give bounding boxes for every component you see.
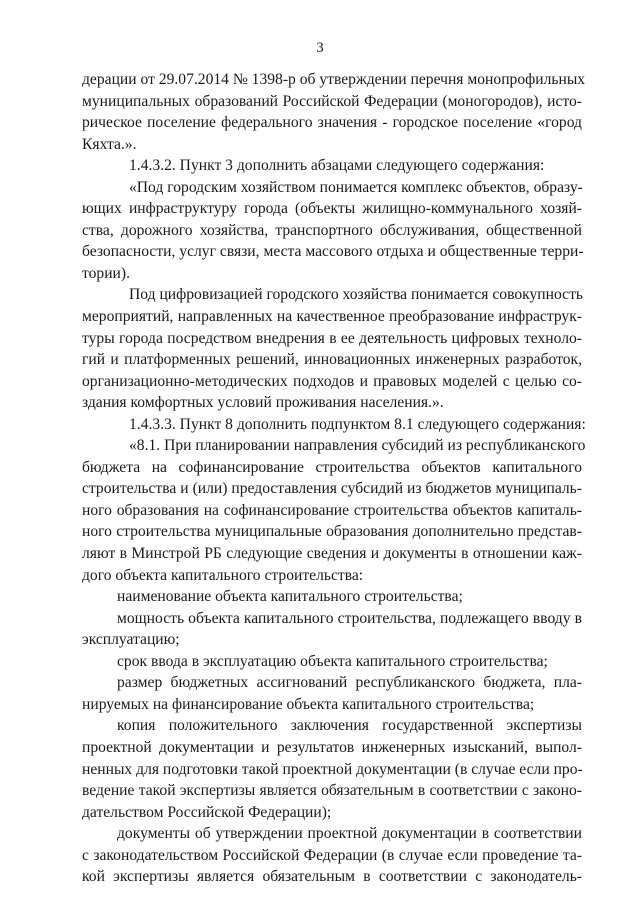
text-line: мероприятий, направленных на качественное преобразование инфраструк- bbox=[82, 308, 582, 326]
text-line: «Под городским хозяйством понимается комплекс объектов, образу- bbox=[129, 178, 583, 196]
text-line: 1.4.3.2. Пункт 3 дополнить абзацами следующего содержания: bbox=[129, 157, 545, 175]
text-line: тории). bbox=[82, 264, 130, 282]
text-line: Под цифровизацией городского хозяйства понимается совокупность bbox=[129, 286, 584, 304]
page-number: 3 bbox=[316, 40, 324, 56]
text-line: кой экспертизы является обязательным в соответствии с законодатель- bbox=[82, 868, 582, 886]
text-line: организационно-методических подходов и правовых моделей с целью со- bbox=[82, 372, 582, 390]
text-line: гий и платформенных решений, инновационных инженерных разработок, bbox=[82, 351, 582, 369]
text-line: бюджета на софинансирование строительства объектов капитального bbox=[82, 458, 582, 476]
text-line: Кяхта.». bbox=[82, 135, 137, 153]
text-line: копия положительного заключения государственной экспертизы bbox=[117, 717, 582, 735]
text-line: рическое поселение федерального значения - городское поселение «город bbox=[82, 114, 582, 132]
text-line: ненных для подготовки такой проектной документации (в случае если про- bbox=[82, 760, 583, 778]
text-line: муниципальных образований Российской Федерации (моногородов), исто- bbox=[82, 92, 582, 110]
text-line: с законодательством Российской Федерации (в случае если проведение та- bbox=[82, 846, 582, 864]
text-line: нируемых на финансирование объекта капитального строительства; bbox=[82, 695, 535, 713]
text-line: ства, дорожного хозяйства, транспортного обслуживания, общественной bbox=[82, 221, 582, 239]
text-line: проектной документации и результатов инженерных изысканий, выпол- bbox=[82, 738, 582, 756]
text-line: дательством Российской Федерации); bbox=[82, 803, 332, 821]
text-line: ного строительства муниципальные образования дополнительно представ- bbox=[82, 523, 582, 541]
text-line: ведение такой экспертизы является обязательным в соответствии с законо- bbox=[82, 782, 582, 800]
text-line: срок ввода в эксплуатацию объекта капитального строительства; bbox=[117, 652, 548, 670]
text-line: размер бюджетных ассигнований республиканского бюджета, пла- bbox=[117, 674, 582, 692]
text-line: безопасности, услуг связи, места массового отдыха и общественные терри- bbox=[82, 243, 584, 261]
text-line: документы об утверждении проектной документации в соответствии bbox=[117, 825, 582, 843]
text-line: наименование объекта капитального строительства; bbox=[117, 588, 463, 606]
text-line: строительства и (или) предоставления субсидий из бюджетов муниципаль- bbox=[82, 480, 582, 498]
text-line: «8.1. При планировании направления субсидий из республиканского bbox=[129, 437, 586, 455]
text-line: эксплуатацию; bbox=[82, 631, 180, 649]
text-line: туры города посредством внедрения в ее деятельность цифровых техноло- bbox=[82, 329, 582, 347]
text-line: мощность объекта капитального строительства, подлежащего вводу в bbox=[117, 609, 582, 627]
text-line: ного образования на софинансирование строительства объектов капиталь- bbox=[82, 501, 582, 519]
text-line: 1.4.3.3. Пункт 8 дополнить подпунктом 8.1 следующего содержания: bbox=[129, 415, 586, 433]
text-line: ляют в Минстрой РБ следующие сведения и документы в отношении каж- bbox=[82, 545, 582, 563]
text-line: здания комфортных условий проживания населения.». bbox=[82, 394, 444, 412]
document-body bbox=[82, 69, 586, 888]
text-line: дого объекта капитального строительства: bbox=[82, 566, 364, 584]
text-line: ющих инфраструктуру города (объекты жилищно-коммунального хозяй- bbox=[82, 200, 582, 218]
text-line: дерации от 29.07.2014 № 1398-р об утверждении перечня монопрофильных bbox=[82, 71, 586, 88]
